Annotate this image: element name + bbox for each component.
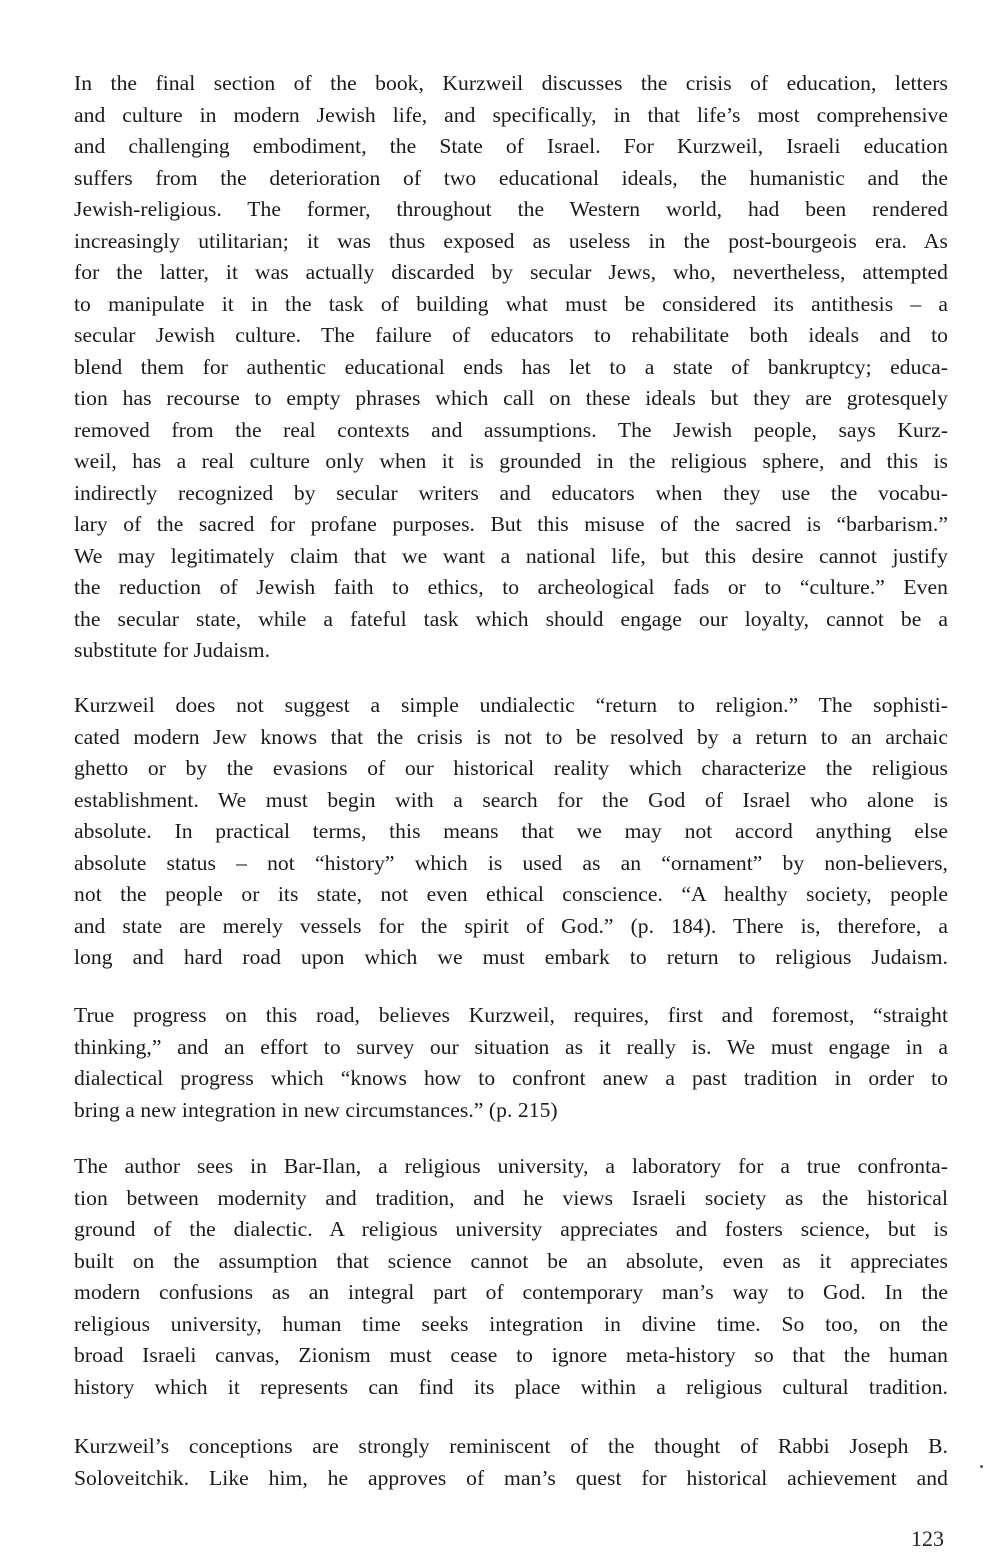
text-line: the reduction of Jewish faith to ethics, to archeological fads or to “culture.” Even (74, 575, 948, 599)
text-line: suffers from the deterioration of two educational ideals, the humanistic and the (74, 165, 948, 190)
text-line: broad Israeli canvas, Zionism must cease to ignore meta-history so that the human (74, 1343, 948, 1367)
text-line: indirectly recognized by secular writers and educators when they use the vocabu- (74, 480, 948, 505)
text-line: ghetto or by the evasions of our historical reality which characterize the religious (74, 756, 948, 780)
text-line: We may legitimately claim that we want a national life, but this desire cannot justify (74, 543, 948, 568)
text-line: ground of the dialectic. A religious university appreciates and fosters science, but is (74, 1217, 948, 1241)
text-line: In the final section of the book, Kurzweil discusses the crisis of education, letters (74, 71, 948, 95)
text-line: absolute. In practical terms, this means that we may not accord anything else (74, 819, 948, 843)
paragraph (74, 1151, 948, 1403)
text-line: increasingly utilitarian; it was thus exposed as useless in the post-bourgeois era. As (74, 228, 948, 253)
text-line: The author sees in Bar-Ilan, a religious university, a laboratory for a true confronta- (74, 1154, 948, 1178)
text-line: removed from the real contexts and assumptions. The Jewish people, says Kurz- (74, 417, 948, 442)
paragraph (74, 1431, 948, 1494)
text-line: absolute status – not “history” which is used as an “ornament” by non-believers, (74, 850, 948, 875)
text-line: True progress on this road, believes Kurzweil, requires, first and foremost, “straight (74, 1003, 948, 1027)
text-line: cated modern Jew knows that the crisis is not to be resolved by a return to an archaic (74, 724, 948, 749)
text-line: history which it represents can find its place within a religious cultural tradition. (74, 1374, 948, 1399)
text-line: tion has recourse to empty phrases which call on these ideals but they are grotesquely (74, 386, 948, 410)
paragraph (74, 68, 948, 667)
page-number: 123 (911, 1526, 944, 1551)
text-line: the secular state, while a fateful task which should engage our loyalty, cannot be a (74, 606, 948, 631)
text-line: and challenging embodiment, the State of Israel. For Kurzweil, Israeli education (74, 134, 948, 158)
text-line: built on the assumption that science cannot be an absolute, even as it appreciates (74, 1248, 948, 1273)
text-line: religious university, human time seeks integration in divine time. So too, on the (74, 1311, 948, 1336)
paragraph (74, 690, 948, 974)
paragraph (74, 1000, 948, 1126)
text-line: and culture in modern Jewish life, and specifically, in that life’s most comprehensive (74, 102, 948, 127)
text-line: establishment. We must begin with a search for the God of Israel who alone is (74, 787, 948, 812)
text-line: dialectical progress which “knows how to confront anew a past tradition in order to (74, 1066, 948, 1090)
text-line: weil, has a real culture only when it is grounded in the religious sphere, and this is (74, 449, 948, 473)
text-line: Jewish-religious. The former, throughout the Western world, had been rendered (74, 197, 948, 221)
text-line: lary of the sacred for profane purposes. But this misuse of the sacred is “barbarism.” (74, 512, 948, 536)
text-line: blend them for authentic educational ends has let to a state of bankruptcy; educa- (74, 354, 948, 379)
text-line: modern confusions as an integral part of contemporary man’s way to God. In the (74, 1280, 948, 1304)
text-line: tion between modernity and tradition, and he views Israeli society as the historical (74, 1185, 948, 1210)
text-line: Kurzweil’s conceptions are strongly reminiscent of the thought of Rabbi Joseph B. (74, 1434, 948, 1458)
text-line: to manipulate it in the task of building what must be considered its antithesis – a (74, 291, 948, 316)
margin-speck (980, 1465, 983, 1468)
text-line: Soloveitchik. Like him, he approves of man’s quest for historical achievement and (74, 1465, 948, 1490)
text-line: Kurzweil does not suggest a simple undialectic “return to religion.” The sophisti- (74, 693, 948, 717)
text-line: for the latter, it was actually discarded by secular Jews, who, nevertheless, attempted (74, 260, 948, 284)
text-line: bring a new integration in new circumstances.” (p. 215) (74, 1097, 558, 1122)
text-line: not the people or its state, not even ethical conscience. “A healthy society, people (74, 882, 948, 906)
text-line: secular Jewish culture. The failure of educators to rehabilitate both ideals and to (74, 323, 948, 347)
text-line: and state are merely vessels for the spirit of God.” (p. 184). There is, therefore, a (74, 913, 948, 938)
text-line: substitute for Judaism. (74, 638, 271, 662)
text-line: thinking,” and an effort to survey our situation as it really is. We must engage in a (74, 1034, 948, 1059)
text-line: long and hard road upon which we must embark to return to religious Judaism. (74, 945, 948, 969)
